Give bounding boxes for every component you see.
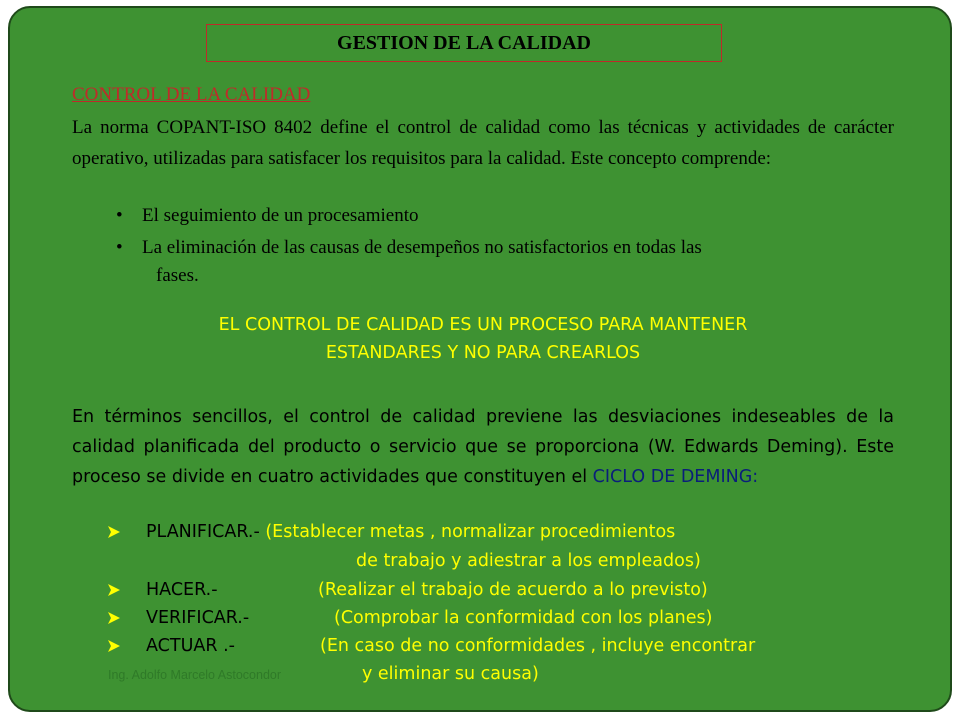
- intro-paragraph: La norma COPANT-ISO 8402 define el control de calidad como las técnicas y actividades de carácter operativo, utilizadas para satisfacer los requisitos para la calidad. Este concepto comprende:: [72, 117, 894, 169]
- activity-item: [108, 608, 712, 628]
- footer-author: Ing. Adolfo Marcelo Astocondor: [108, 668, 282, 682]
- activity-desc-continuation: de trabajo y adiestrar a los empleados): [356, 551, 701, 571]
- activity-desc: (En caso de no conformidades , incluye encontrar: [320, 636, 756, 656]
- activity-item: [108, 580, 708, 600]
- arrow-bullet-icon: [108, 584, 120, 596]
- activity-desc-continuation: y eliminar su causa): [362, 664, 539, 684]
- arrow-bullet-icon: [108, 640, 120, 652]
- activity-desc: (Establecer metas , normalizar procedimientos: [265, 522, 676, 542]
- section-heading: CONTROL DE LA CALIDAD: [72, 84, 311, 105]
- bullet-dot-icon: •: [116, 237, 123, 258]
- activity-item: [108, 522, 675, 542]
- bullet-continuation: fases.: [156, 265, 199, 286]
- bullet-item: [116, 205, 418, 227]
- activity-label: ACTUAR .-: [146, 636, 235, 656]
- slide-title: GESTION DE LA CALIDAD: [206, 24, 722, 62]
- activity-desc: (Comprobar la conformidad con los planes): [334, 608, 713, 628]
- bullet-text: El seguimiento de un procesamiento: [142, 205, 419, 226]
- slide: [8, 6, 952, 712]
- bullet-text: La eliminación de las causas de desempeños no satisfactorios en todas las: [142, 237, 702, 258]
- arrow-bullet-icon: [108, 526, 120, 538]
- bullet-item: [116, 237, 702, 259]
- bullet-dot-icon: •: [116, 205, 123, 226]
- emphasis-line-2: ESTANDARES Y NO PARA CREARLOS: [325, 343, 641, 363]
- cycle-name: CICLO DE DEMING:: [592, 467, 759, 487]
- deming-paragraph: [72, 402, 894, 492]
- deming-paragraph-text: En términos sencillos, el control de calidad previene las desviaciones indeseables de la calidad planificada del producto o servicio que se proporciona (W. Edwards Deming). Este proceso se divide en cuatro actividades que constituyen el: [72, 407, 894, 487]
- activity-label: PLANIFICAR.-: [146, 522, 266, 542]
- activity-desc: (Realizar el trabajo de acuerdo a lo previsto): [318, 580, 708, 600]
- activity-label: HACER.-: [146, 580, 218, 600]
- arrow-bullet-icon: [108, 612, 120, 624]
- activity-item: [108, 636, 755, 656]
- emphasis-line-1: EL CONTROL DE CALIDAD ES UN PROCESO PARA MANTENER: [218, 315, 748, 335]
- activity-label: VERIFICAR.-: [146, 608, 250, 628]
